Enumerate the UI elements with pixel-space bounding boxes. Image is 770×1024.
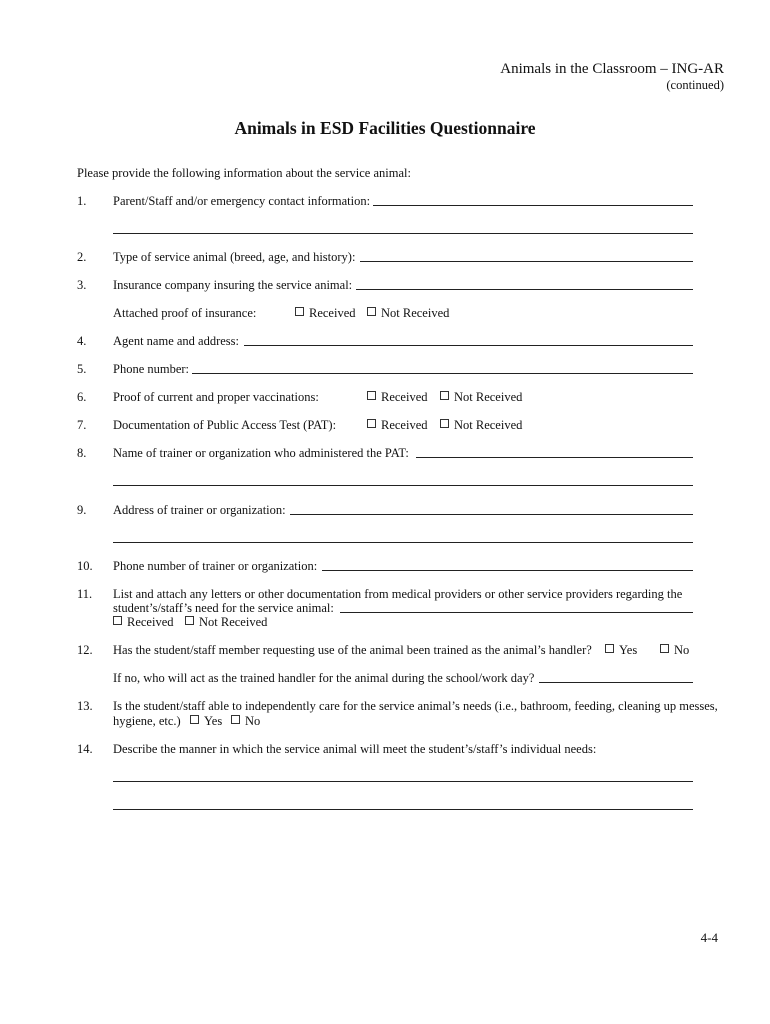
q6-label: Proof of current and proper vaccinations:: [113, 390, 319, 404]
checkbox-icon[interactable]: [605, 644, 614, 653]
q14-label: Describe the manner in which the service animal will meet the student’s/staff’s individual needs:: [113, 742, 597, 756]
q2-number: 2.: [77, 250, 87, 264]
q1-answer-line[interactable]: [373, 205, 693, 206]
q2-label: Type of service animal (breed, age, and history):: [113, 250, 356, 264]
q3-number: 3.: [77, 278, 87, 292]
q14-number: 14.: [77, 742, 93, 756]
q8-number: 8.: [77, 446, 87, 460]
q5-label: Phone number:: [113, 362, 190, 376]
checkbox-icon[interactable]: [660, 644, 669, 653]
q13-number: 13.: [77, 699, 93, 713]
q12-label: Has the student/staff member requesting use of the animal been trained as the animal’s handler?: [113, 643, 592, 657]
checkbox-icon[interactable]: [113, 616, 122, 625]
q11-label-line2: student’s/staff’s need for the service animal:: [113, 601, 334, 615]
checkbox-icon[interactable]: [367, 419, 376, 428]
q7-label: Documentation of Public Access Test (PAT):: [113, 418, 337, 432]
q4-label: Agent name and address:: [113, 334, 240, 348]
q13-label-line1: Is the student/staff able to independently care for the service animal’s needs (i.e., bathroom, feeding, cleaning up messes,: [113, 699, 718, 713]
q8-label: Name of trainer or organization who administered the PAT:: [113, 446, 409, 460]
q5-answer-line[interactable]: [192, 373, 693, 374]
q12-followup-label: If no, who will act as the trained handler for the animal during the school/work day?: [113, 671, 535, 685]
q10-answer-line[interactable]: [322, 570, 693, 571]
q4-answer-line[interactable]: [244, 345, 693, 346]
q7-received-option[interactable]: Received: [367, 418, 428, 433]
q8-answer-line-2[interactable]: [113, 485, 693, 486]
q12-no-option[interactable]: No: [660, 643, 689, 658]
q9-label: Address of trainer or organization:: [113, 503, 286, 517]
checkbox-icon[interactable]: [440, 391, 449, 400]
q9-answer-line[interactable]: [290, 514, 693, 515]
q1-answer-line-2[interactable]: [113, 233, 693, 234]
q13-label-line2: hygiene, etc.): [113, 714, 181, 728]
q5-number: 5.: [77, 362, 87, 376]
q11-answer-line[interactable]: [340, 612, 693, 613]
q2-answer-line[interactable]: [360, 261, 693, 262]
checkbox-icon[interactable]: [295, 307, 304, 316]
q11-label-line1: List and attach any letters or other documentation from medical providers or other service providers regarding the: [113, 587, 683, 601]
q11-received-option[interactable]: Received: [113, 615, 174, 630]
document-title: Animals in ESD Facilities Questionnaire: [234, 118, 536, 138]
q3-not-received-option[interactable]: Not Received: [367, 306, 449, 321]
q14-answer-line-1[interactable]: [113, 781, 693, 782]
q14-answer-line-2[interactable]: [113, 809, 693, 810]
q1-label: Parent/Staff and/or emergency contact information:: [113, 194, 371, 208]
q10-label: Phone number of trainer or organization:: [113, 559, 318, 573]
q4-number: 4.: [77, 334, 87, 348]
q3-label: Insurance company insuring the service animal:: [113, 278, 353, 292]
q6-number: 6.: [77, 390, 87, 404]
q6-received-option[interactable]: Received: [367, 390, 428, 405]
checkbox-icon[interactable]: [367, 391, 376, 400]
q10-number: 10.: [77, 559, 93, 573]
q11-not-received-option[interactable]: Not Received: [185, 615, 267, 630]
q12-number: 12.: [77, 643, 93, 657]
q6-not-received-option[interactable]: Not Received: [440, 390, 522, 405]
q8-answer-line[interactable]: [416, 457, 693, 458]
header-title: Animals in the Classroom – ING-AR: [500, 61, 724, 77]
checkbox-icon[interactable]: [185, 616, 194, 625]
q7-number: 7.: [77, 418, 87, 432]
checkbox-icon[interactable]: [367, 307, 376, 316]
page-number: 4-4: [700, 930, 718, 945]
checkbox-icon[interactable]: [440, 419, 449, 428]
q9-answer-line-2[interactable]: [113, 542, 693, 543]
q9-number: 9.: [77, 503, 87, 517]
q3-answer-line[interactable]: [356, 289, 693, 290]
q13-yes-option[interactable]: Yes: [190, 714, 222, 729]
q12-followup-answer-line[interactable]: [539, 682, 693, 683]
q12-yes-option[interactable]: Yes: [605, 643, 637, 658]
intro-text: Please provide the following information about the service animal:: [77, 166, 411, 180]
q3-proof-label: Attached proof of insurance:: [113, 306, 257, 320]
checkbox-icon[interactable]: [231, 715, 240, 724]
q11-number: 11.: [77, 587, 93, 601]
q13-no-option[interactable]: No: [231, 714, 260, 729]
q7-not-received-option[interactable]: Not Received: [440, 418, 522, 433]
q1-number: 1.: [77, 194, 87, 208]
q3-received-option[interactable]: Received: [295, 306, 356, 321]
header-continued: (continued): [666, 78, 724, 92]
checkbox-icon[interactable]: [190, 715, 199, 724]
